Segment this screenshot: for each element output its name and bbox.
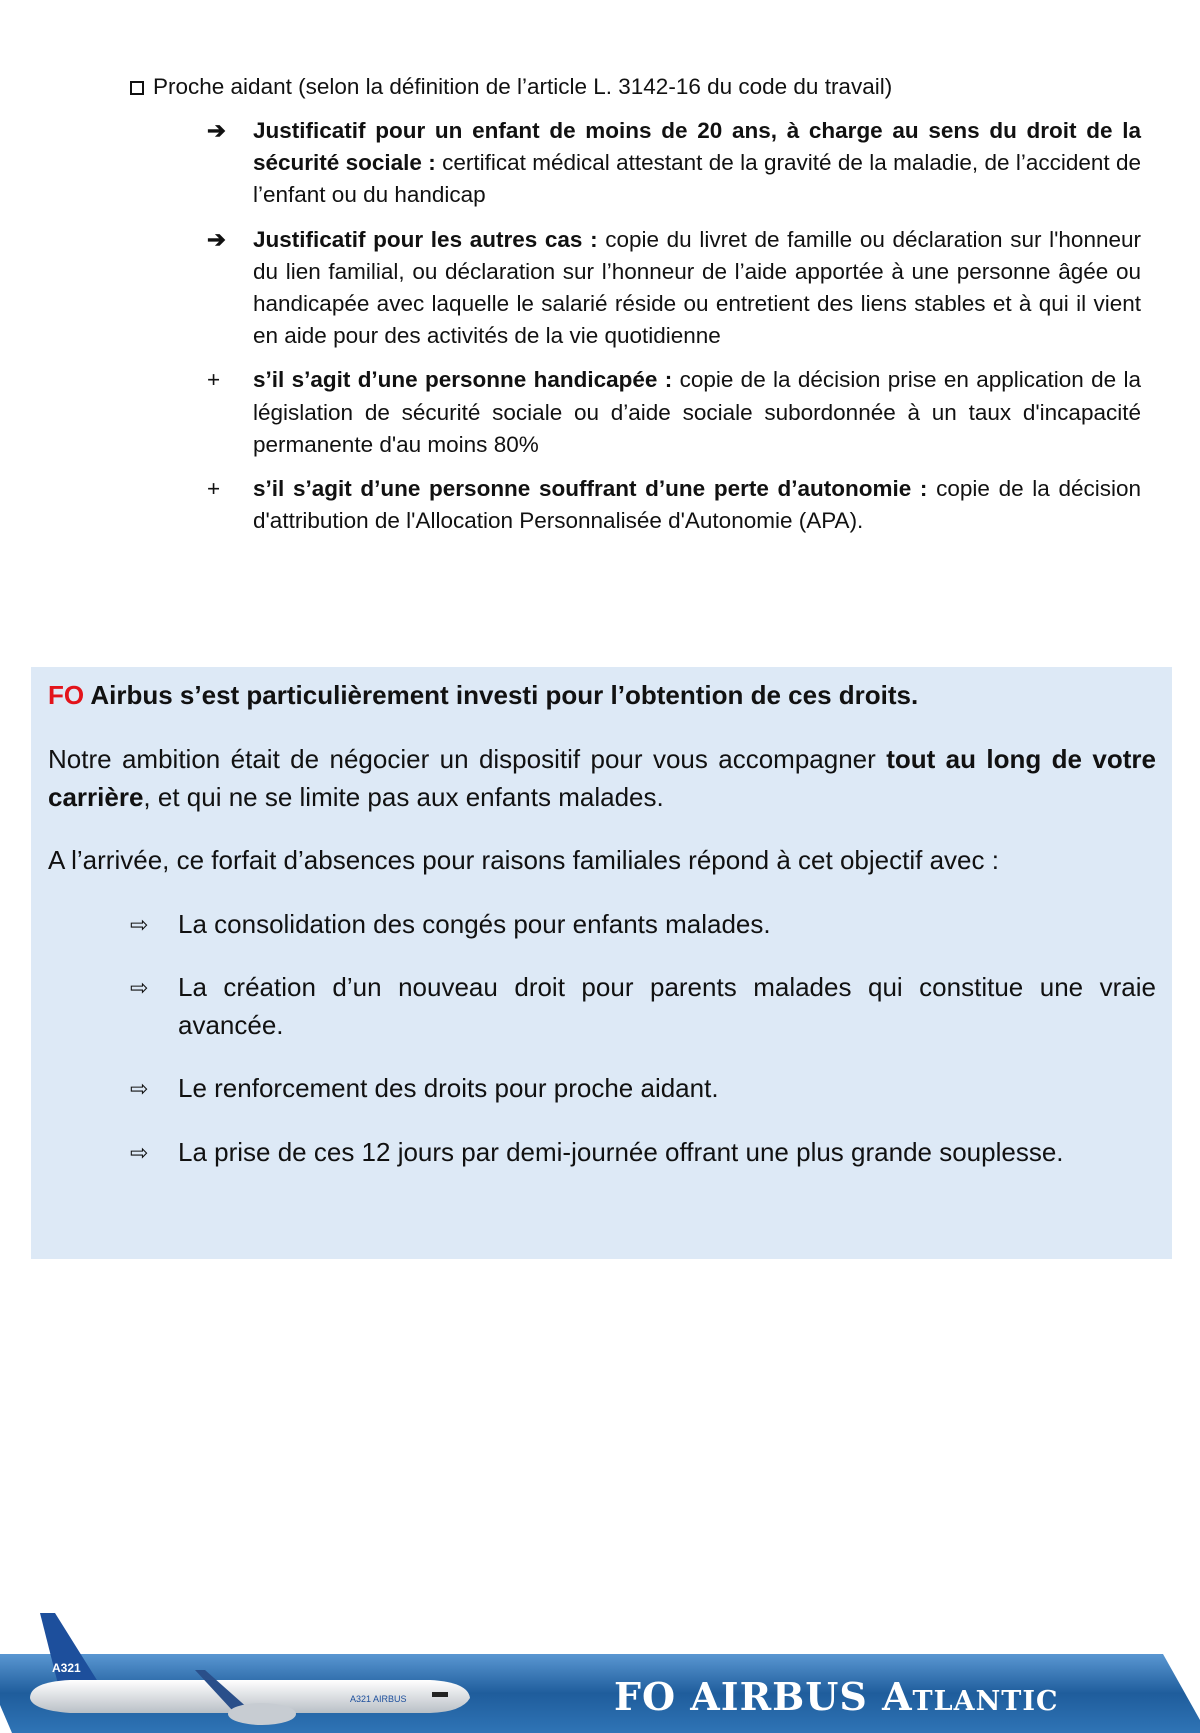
proche-aidant-heading: Proche aidant (selon la définition de l’article L. 3142-16 du code du travail) (130, 72, 892, 102)
list-item: + s’il s’agit d’une personne handicapée : copie de la décision prise en application de la législation de sécurité sociale ou d’aide sociale subordonnée à un taux d'incapacité permanente d'au moins 80% (203, 364, 1141, 461)
list-item: ⇨ La consolidation des congés pour enfants malades. (48, 906, 1156, 944)
plus-icon: + (207, 367, 221, 393)
hollow-arrow-icon: ⇨ (130, 911, 149, 937)
checkbox-icon (130, 81, 144, 95)
list-item: ⇨ La prise de ces 12 jours par demi-journée offrant une plus grande souplesse. (48, 1134, 1156, 1172)
panel-paragraph: A l’arrivée, ce forfait d’absences pour raisons familiales répond à cet objectif avec : (48, 845, 999, 875)
hollow-arrow-icon: ⇨ (130, 975, 149, 1000)
list-item: ⇨ La création d’un nouveau droit pour parents malades qui constitue une vraie avancée. (48, 969, 1156, 1044)
justificatif-list (203, 115, 1141, 549)
svg-text:A321: A321 (52, 1661, 81, 1675)
arrow-icon: ➔ (207, 118, 226, 143)
footer-title: FO AIRBUS Atlantic (614, 1674, 1059, 1719)
list-item: ➔ Justificatif pour un enfant de moins de 20 ans, à charge au sens du droit de la sécurité sociale : certificat médical attestant de la gravité de la maladie, de l’accident de l’enfant ou du handicap (203, 115, 1141, 212)
hollow-arrow-icon: ⇨ (130, 1076, 149, 1101)
arrow-icon: ➔ (207, 226, 226, 252)
hollow-arrow-icon: ⇨ (130, 1139, 149, 1165)
panel-title: FO Airbus s’est particulièrement investi pour l’obtention de ces droits. (48, 680, 919, 710)
list-item: ⇨ Le renforcement des droits pour proche aidant. (48, 1070, 1156, 1108)
list-item: ➔ Justificatif pour les autres cas : copie du livret de famille ou déclaration sur l'honneur du lien familial, ou déclaration sur l’honneur de l’aide apportée à une personne âgée ou handicapée avec laquelle le salarié réside ou entretient des liens stables et à qui il vient en aide pour des activités de la vie quotidienne (203, 224, 1141, 353)
panel-paragraph: Notre ambition était de négocier un dispositif pour vous accompagner tout au long de votre carrière, et qui ne se limite pas aux enfants malades. (48, 744, 1156, 812)
svg-text:A321 AIRBUS: A321 AIRBUS (350, 1694, 407, 1704)
highlight-panel (31, 667, 1172, 1259)
list-item: + s’il s’agit d’une personne souffrant d’une perte d’autonomie : copie de la décision d'attribution de l'Allocation Personnalisée d'Autonomie (APA). (203, 473, 1141, 537)
plus-icon: + (207, 476, 221, 502)
